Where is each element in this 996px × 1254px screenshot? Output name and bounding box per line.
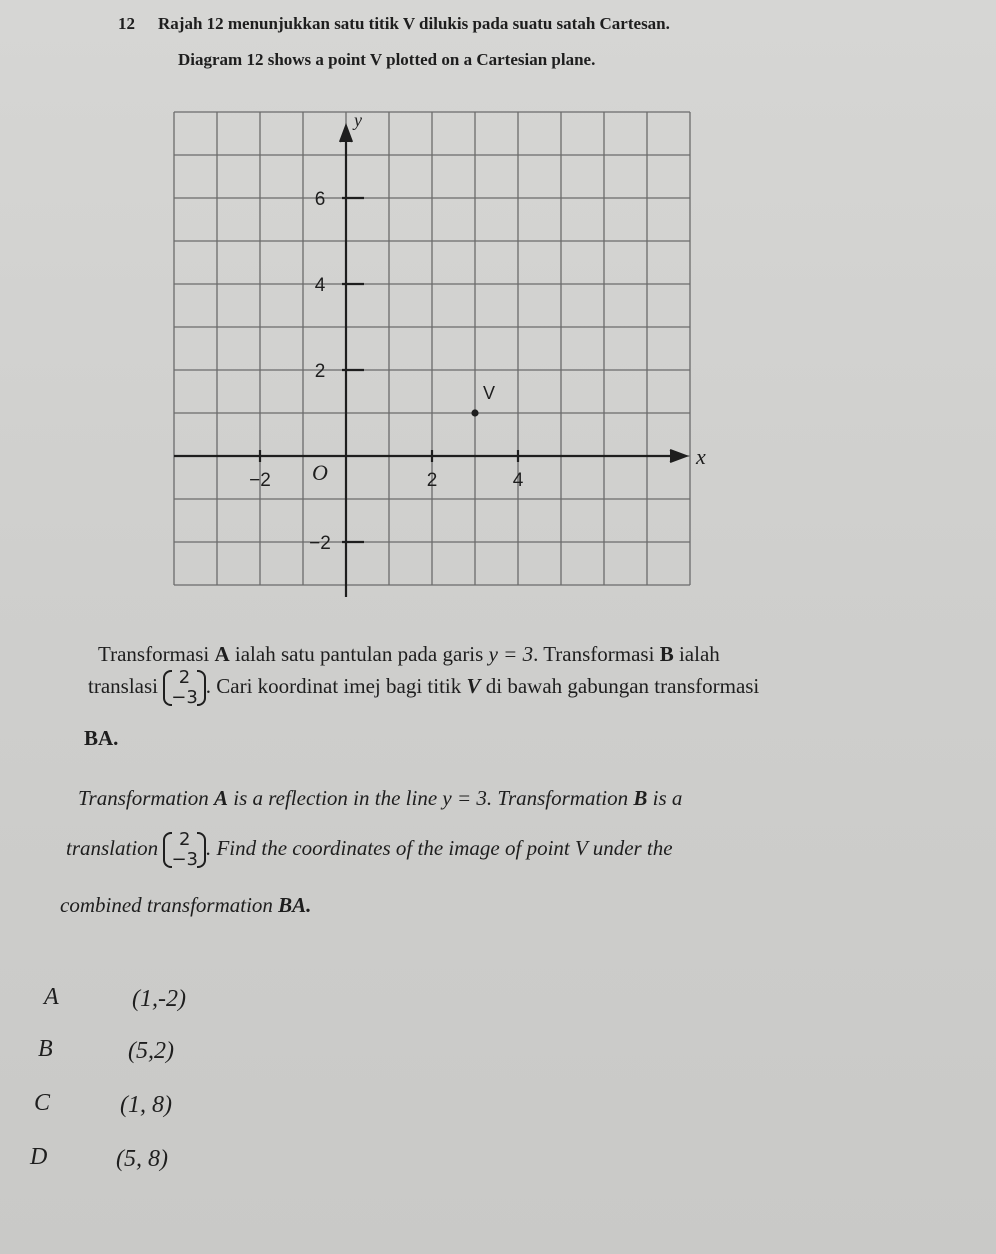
grid [174, 112, 690, 585]
text-run: translasi [88, 673, 164, 698]
vector-bottom: −3 [171, 849, 198, 870]
y-tick-label: 4 [314, 275, 326, 296]
text-run: . Cari koordinat imej bagi titik [205, 673, 467, 698]
transformation-a-label: A [213, 786, 228, 810]
option-a-value[interactable]: (1,-2) [132, 986, 186, 1012]
vector-top: 2 [178, 667, 191, 688]
x-axis-arrow [670, 450, 686, 462]
point-v-ref: V [466, 673, 481, 698]
point-v-label: V [483, 383, 496, 403]
text-run: translation [66, 835, 164, 860]
text-run: . Transformation [486, 786, 634, 810]
text-run: combined transformation [60, 893, 279, 917]
x-tick-label: 4 [512, 470, 524, 491]
x-tick-label: 2 [426, 470, 438, 491]
paragraph-malay-line-1 [98, 642, 720, 667]
question-number: 12 [118, 14, 135, 33]
option-c-letter[interactable]: C [34, 1090, 51, 1116]
text-run: Transformation [78, 786, 214, 810]
text-run: ialah [673, 642, 720, 666]
text-run: Transformasi [98, 642, 215, 666]
text-run: is a reflection in the line [227, 786, 443, 810]
option-c-value[interactable]: (1, 8) [120, 1092, 172, 1118]
origin-label: O [312, 460, 328, 485]
text-run: . Transformasi [533, 642, 660, 666]
question-header-english: Diagram 12 shows a point V plotted on a Cartesian plane. [178, 50, 596, 69]
translation-vector [163, 668, 206, 708]
axes [174, 126, 686, 597]
transformation-b-label: B [659, 642, 674, 666]
translation-vector [163, 830, 206, 870]
text-run: is a [647, 786, 683, 810]
y-tick-label: 6 [314, 189, 326, 210]
paragraph-malay-line-2 [88, 668, 759, 708]
cartesian-diagram [160, 100, 706, 580]
paragraph-malay-line-3: BA. [84, 726, 119, 750]
text-run: ialah satu pantulan pada garis [229, 642, 489, 666]
y-tick-label: −2 [309, 533, 331, 554]
text-run: di bawah gabungan transformasi [480, 673, 760, 698]
line-equation: y = 3 [488, 642, 534, 666]
y-axis-arrow [340, 126, 352, 142]
x-tick-label: −2 [249, 470, 271, 491]
paragraph-english-line-2 [66, 830, 673, 870]
option-b-value[interactable]: (5,2) [128, 1038, 174, 1064]
vector-top: 2 [178, 829, 191, 850]
question-header-malay: Rajah 12 menunjukkan satu titik V dilukis pada suatu satah Cartesan. [158, 14, 670, 33]
point-v-marker [471, 409, 478, 416]
transformation-a-label: A [214, 642, 230, 666]
text-run: . Find the coordinates of the image of point V under the [205, 835, 673, 860]
transformation-b-label: B [633, 786, 648, 810]
option-d-letter[interactable]: D [30, 1144, 48, 1170]
paragraph-english-line-3 [60, 893, 311, 918]
paragraph-english-line-1 [78, 786, 682, 811]
x-axis-label: x [696, 444, 706, 469]
line-equation: y = 3 [442, 786, 487, 810]
option-b-letter[interactable]: B [38, 1036, 53, 1062]
option-d-value[interactable]: (5, 8) [116, 1146, 168, 1172]
y-axis-label: y [354, 110, 362, 130]
combined-label: BA. [278, 893, 312, 917]
vector-bottom: −3 [171, 687, 198, 708]
option-a-letter[interactable]: A [44, 984, 59, 1010]
y-tick-label: 2 [314, 361, 326, 382]
